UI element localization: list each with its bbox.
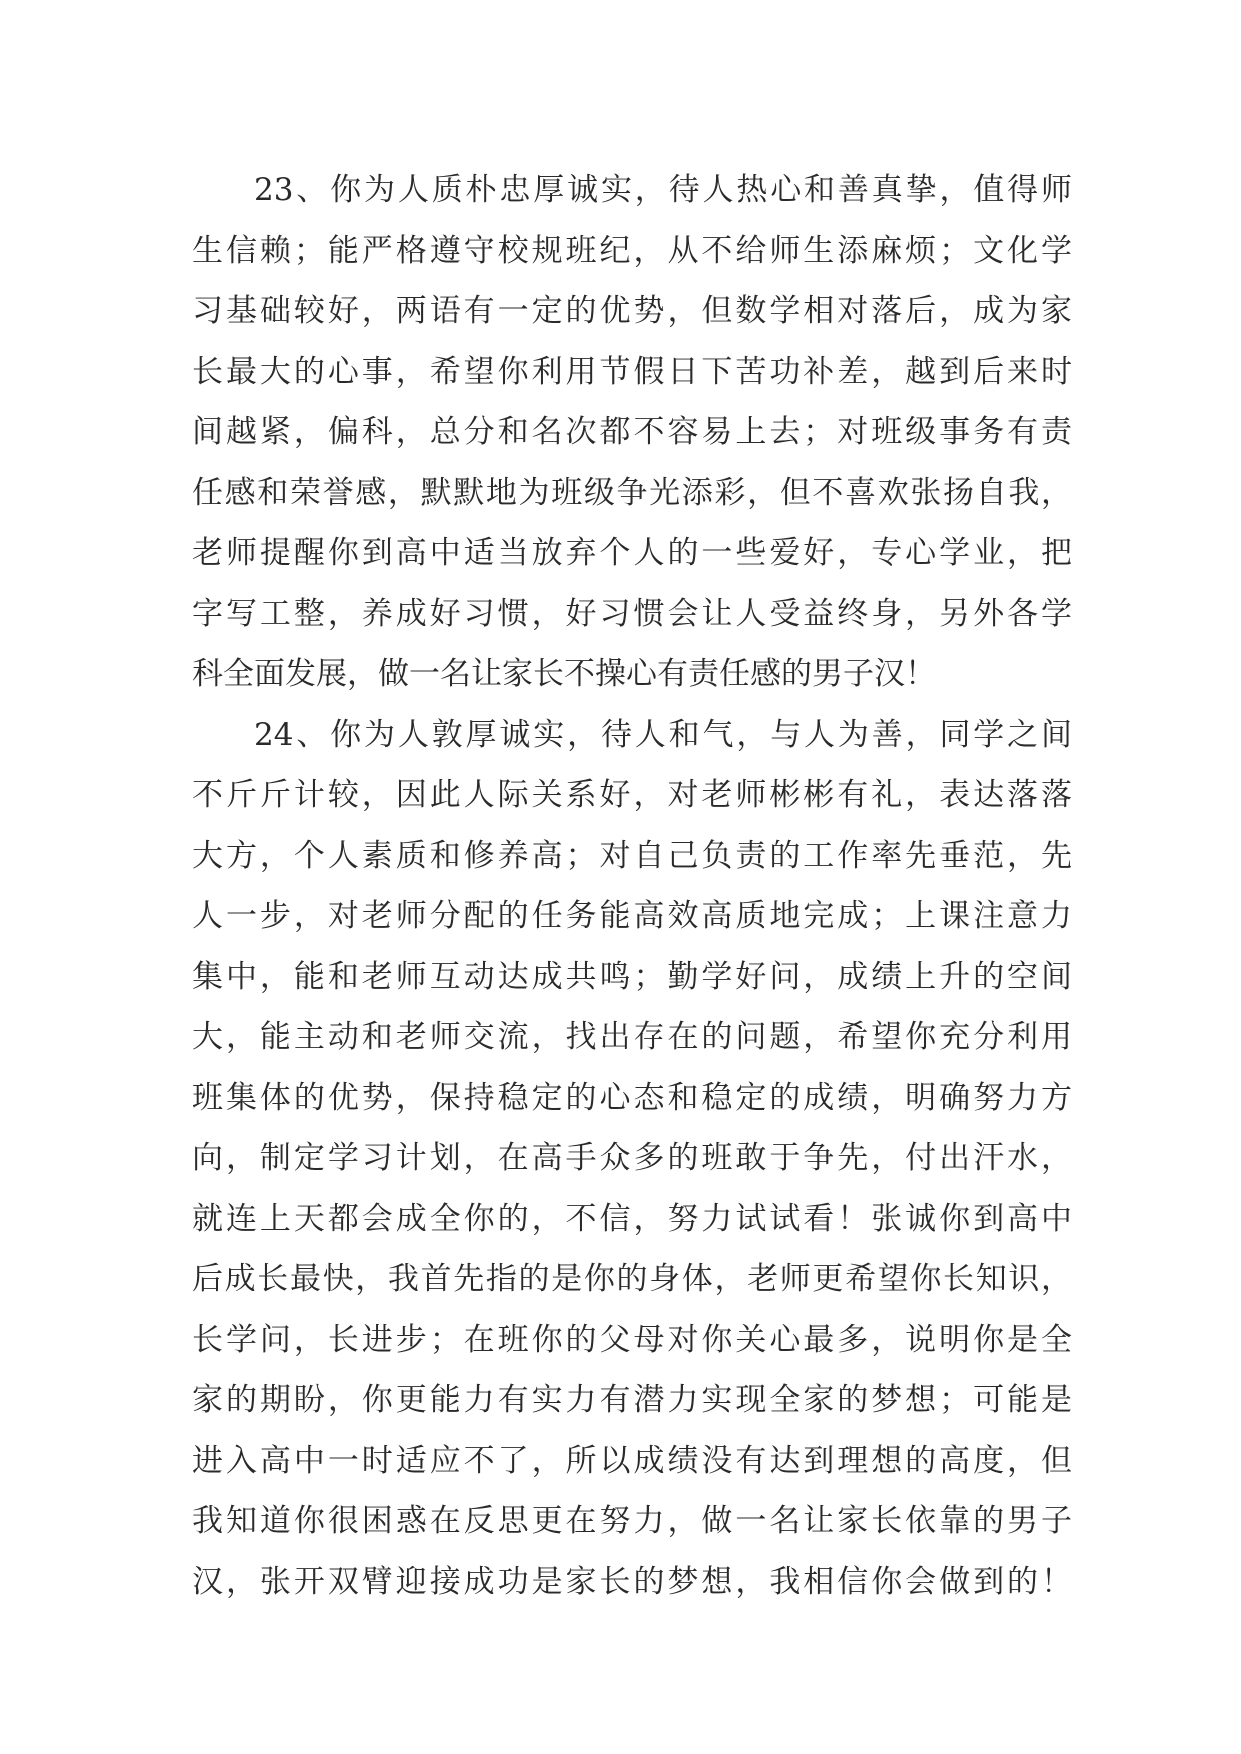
paragraph-line: 向，制定学习计划，在高手众多的班敢于争先，付出汗水， <box>192 1140 1072 1176</box>
paragraph-line: 长最大的心事，希望你利用节假日下苦功补差，越到后来时 <box>192 353 1072 390</box>
paragraph-line: 字写工整，养成好习惯，好习惯会让人受益终身，另外各学 <box>192 595 1072 632</box>
paragraph-line: 老师提醒你到高中适当放弃个人的一些爱好，专心学业，把 <box>192 535 1072 571</box>
paragraph-line: 习基础较好，两语有一定的优势，但数学相对落后，成为家 <box>192 293 1072 329</box>
paragraph-line: 大方，个人素质和修养高；对自己负责的工作率先垂范，先 <box>192 837 1072 874</box>
paragraph-line: 进入高中一时适应不了，所以成绩没有达到理想的高度，但 <box>192 1442 1072 1479</box>
paragraph-line: 科全面发展，做一名让家长不操心有责任感的男子汉！ <box>192 656 936 692</box>
paragraph-line: 人一步，对老师分配的任务能高效高质地完成；上课注意力 <box>192 898 1072 934</box>
paragraph-line: 班集体的优势，保持稳定的心态和稳定的成绩，明确努力方 <box>192 1079 1072 1116</box>
paragraph-line: 集中，能和老师互动达成共鸣；勤学好问，成绩上升的空间 <box>192 958 1072 995</box>
paragraph-24 <box>192 705 1072 1613</box>
paragraph-line: 后成长最快，我首先指的是你的身体，老师更希望你长知识， <box>192 1261 1072 1297</box>
paragraph-line: 间越紧，偏科，总分和名次都不容易上去；对班级事务有责 <box>192 414 1072 450</box>
paragraph-line: 长学问，长进步；在班你的父母对你关心最多，说明你是全 <box>192 1321 1072 1358</box>
paragraph-line: 任感和荣誉感，默默地为班级争光添彩，但不喜欢张扬自我， <box>192 474 1072 511</box>
paragraph-23 <box>192 160 1072 705</box>
paragraph-line: 生信赖；能严格遵守校规班纪，从不给师生添麻烦；文化学 <box>192 232 1072 269</box>
paragraph-line: 我知道你很困惑在反思更在努力，做一名让家长依靠的男子 <box>192 1503 1072 1539</box>
paragraph-line: 23、你为人质朴忠厚诚实，待人热心和善真挚，值得师 <box>254 172 1072 208</box>
paragraph-line: 大，能主动和老师交流，找出存在的问题，希望你充分利用 <box>192 1019 1072 1055</box>
paragraph-line: 就连上天都会成全你的，不信，努力试试看！张诚你到高中 <box>192 1200 1072 1237</box>
paragraph-line: 汉，张开双臂迎接成功是家长的梦想，我相信你会做到的！ <box>192 1563 1072 1600</box>
paragraph-line: 不斤斤计较，因此人际关系好，对老师彬彬有礼，表达落落 <box>192 777 1072 813</box>
document-body <box>192 160 1072 1612</box>
paragraph-line: 家的期盼，你更能力有实力有潜力实现全家的梦想；可能是 <box>192 1382 1072 1418</box>
paragraph-line: 24、你为人敦厚诚实，待人和气，与人为善，同学之间 <box>254 716 1072 753</box>
